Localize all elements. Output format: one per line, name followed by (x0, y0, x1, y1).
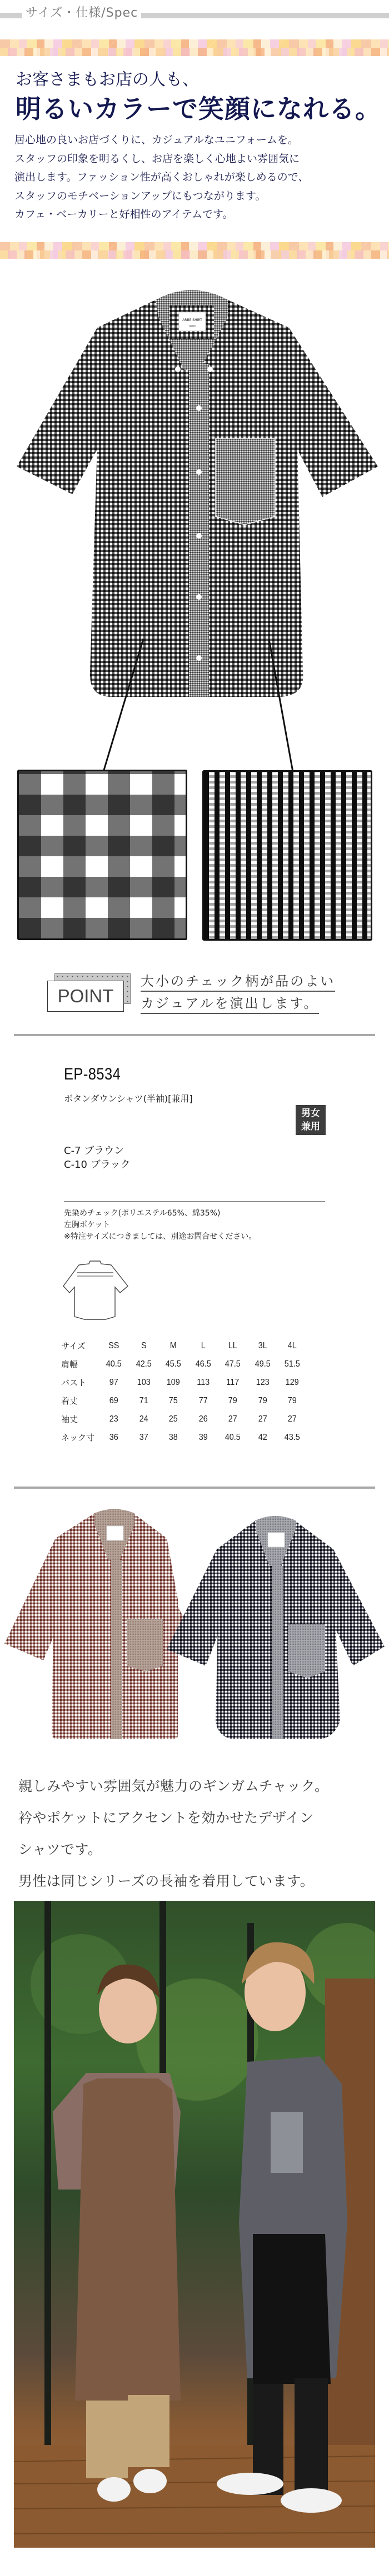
spec-note: 左胸ポケット (64, 1221, 111, 1229)
table-row: 袖丈 23 24 25 26 27 27 27 (61, 1414, 297, 1424)
table-row: 肩幅 40.5 42.5 45.5 46.5 47.5 49.5 51.5 (61, 1359, 300, 1369)
shirt-back-sketch-icon (62, 1259, 129, 1320)
intro-line: カフェ・ベーカリーと好相性のアイテムです。 (14, 208, 233, 220)
decorative-banner-top (0, 39, 389, 56)
spec-rule (64, 1201, 325, 1202)
point-badge: POINT (47, 981, 124, 1012)
table-row: ネック寸 36 37 38 39 40.5 42 43.5 (61, 1432, 300, 1443)
size-table (61, 1337, 307, 1447)
section-title: サイズ・仕様/Spec (22, 3, 141, 21)
badge-line: 男女 (301, 1108, 320, 1119)
size-header-row: サイズ SS S M L LL 3L 4L (61, 1340, 297, 1351)
svg-text:ARBE SHIRT: ARBE SHIRT (182, 318, 202, 322)
color-variant-shirts (0, 1499, 389, 1744)
intro-paragraph (14, 131, 381, 224)
intro-line: スタッフのモチベーションアップにもつながります。 (14, 189, 266, 202)
intro-line: 演出します。ファッション性が高くおしゃれが楽しめるので、 (14, 171, 309, 183)
color-option: C-7 ブラウン (64, 1145, 124, 1157)
swatch-small-check (202, 770, 372, 941)
intro-line: スタッフの印象を明るくし、お店を楽しく心地よい雰囲気に (14, 152, 300, 165)
model-photo (14, 1901, 375, 2548)
shirt-brown (4, 1509, 194, 1740)
point-text-line: 大小のチェック柄が品のよい (141, 970, 335, 992)
photo-scene (14, 1901, 375, 2548)
table-row: 着丈 69 71 75 77 79 79 79 (61, 1395, 297, 1406)
headline-small: お客さまもお店の人も、 (16, 70, 199, 89)
headline-large: 明るいカラーで笑顔になれる。 (16, 94, 381, 124)
section-divider (14, 1487, 375, 1489)
point-text-line: カジュアルを演出します。 (141, 992, 319, 1014)
svg-text:TOKYO: TOKYO (188, 325, 196, 328)
badge-line: 兼用 (301, 1121, 320, 1132)
spec-note: ※特注サイズにつきましては、別途お問合せください。 (64, 1232, 257, 1241)
description-line: シャツです。 (18, 1841, 102, 1857)
swatch-large-check (17, 770, 187, 940)
product-description (18, 1770, 329, 1897)
description-line: 男性は同じシリーズの長袖を着用しています。 (18, 1873, 315, 1889)
spec-note: 先染めチェック(ポリエステル65%、綿35%) (64, 1209, 221, 1218)
intro-line: 居心地の良いお店づくりに、カジュアルなユニフォームを。 (14, 134, 298, 146)
model-number: EP-8534 (64, 1065, 121, 1083)
description-line: 親しみやすい雰囲気が魅力のギンガムチャック。 (18, 1778, 329, 1794)
decorative-banner-bottom (0, 242, 389, 259)
color-option: C-10 ブラック (64, 1159, 131, 1171)
unisex-badge (296, 1105, 326, 1135)
leader-lines (0, 639, 389, 775)
table-row: バスト 97 103 109 113 117 123 129 (61, 1377, 299, 1388)
product-name: ボタンダウンシャツ(半袖)[兼用] (64, 1093, 193, 1104)
shirt-black (167, 1516, 385, 1739)
description-line: 衿やポケットにアクセントを効かせたデザイン (18, 1810, 314, 1826)
section-divider (14, 1034, 375, 1036)
